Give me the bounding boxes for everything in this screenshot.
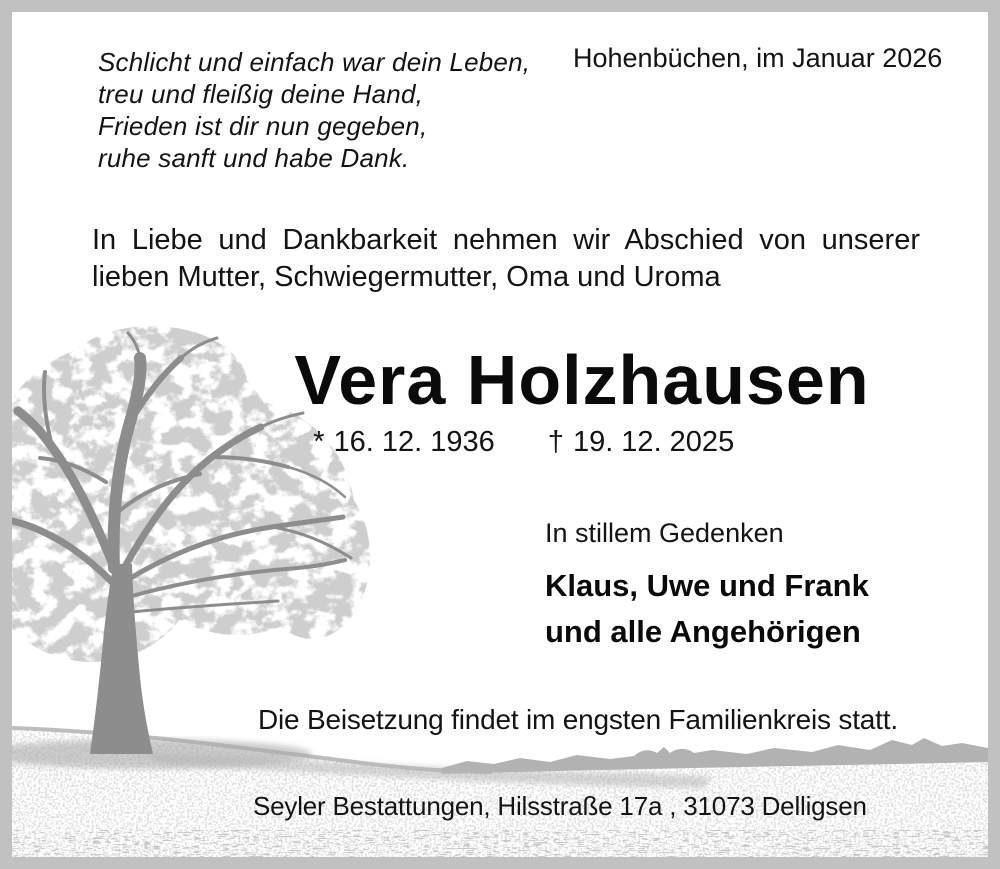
birth-date <box>313 426 495 459</box>
intro-paragraph <box>92 222 920 296</box>
death-cross-symbol: † <box>547 426 564 458</box>
death-date <box>548 426 734 459</box>
death-date-value: 19. 12. 2025 <box>572 426 735 458</box>
intro-line-1: In Liebe und Dankbarkeit nehmen wir Abschied von unserer <box>92 224 920 256</box>
mourning-names <box>545 563 869 655</box>
mourning-intro: In stillem Gedenken <box>545 518 784 548</box>
funeral-home-line: Seyler Bestattungen, Hilsstraße 17a , 31073 Delligsen <box>253 791 867 821</box>
birth-date-value: 16. 12. 1936 <box>333 426 495 458</box>
mourning-names-line-2: und alle Angehörigen <box>545 614 861 649</box>
mourning-names-line-1: Klaus, Uwe und Frank <box>545 568 869 603</box>
poem-line: Frieden ist dir nun gegeben, <box>98 111 428 141</box>
poem-line: Schlicht und einfach war dein Leben, <box>98 47 531 77</box>
burial-notice: Die Beisetzung findet im engsten Familienkreis statt. <box>258 704 898 735</box>
memorial-poem <box>98 46 530 174</box>
deceased-name: Vera Holzhausen <box>294 341 870 419</box>
intro-line-2: lieben Mutter, Schwiegermutter, Oma und Uroma <box>92 261 721 293</box>
poem-line: ruhe sanft und habe Dank. <box>98 143 410 173</box>
poem-line: treu und fleißig deine Hand, <box>98 79 424 109</box>
grass-fringe <box>12 830 988 857</box>
place-dateline: Hohenbüchen, im Januar 2026 <box>573 43 943 73</box>
birth-star-symbol: * <box>313 426 325 458</box>
